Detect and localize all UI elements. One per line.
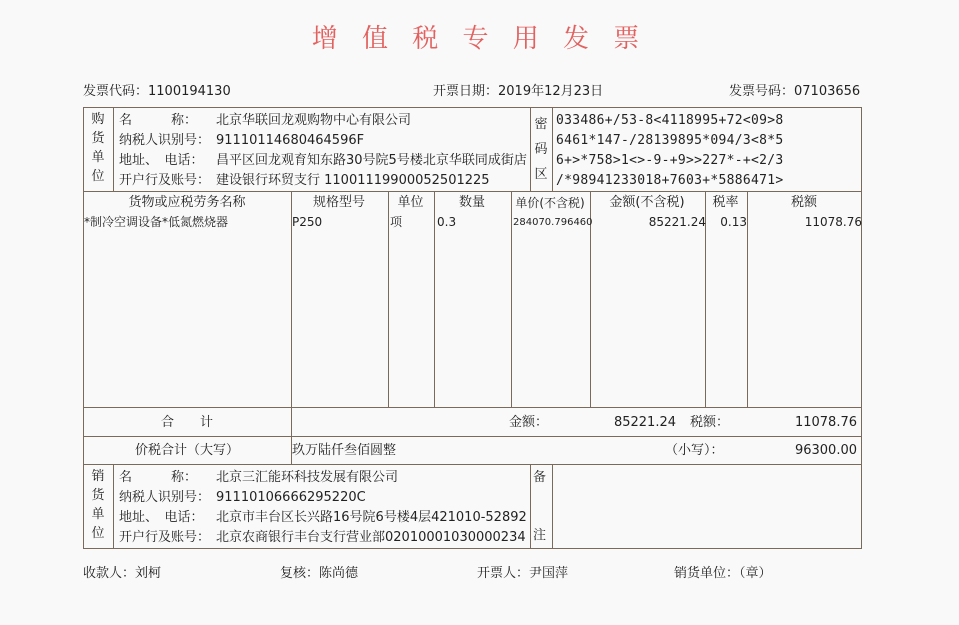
totals-tax-label: 税额：	[690, 415, 730, 430]
header-goods-name: 货物或应税劳务名称	[128, 195, 246, 210]
seller-side-char: 位	[91, 526, 105, 541]
totals-amount-label: 金额：	[509, 415, 549, 430]
footer-seller-seal: 销货单位：（章）	[674, 566, 772, 581]
buyer-tax-id: 91110114680464596F	[216, 133, 365, 148]
footer-drawer: 开票人：尹国萍	[477, 566, 569, 581]
divider	[291, 191, 292, 464]
grand-total-small-label: （小写）：	[665, 443, 724, 458]
seller-side-char: 单	[91, 507, 105, 522]
header-qty: 数量	[458, 195, 485, 210]
seller-tax-id: 91110106666295220C	[216, 490, 366, 505]
grand-total-label: 价税合计（大写）	[134, 443, 239, 458]
divider	[552, 464, 553, 548]
buyer-bank-label: 开户行及账号：	[119, 173, 211, 188]
cipher-line: 033486+/53-8<4118995+72<09>8	[556, 113, 784, 128]
item-amount: 85221.24	[648, 215, 706, 229]
totals-tax: 11078.76	[794, 415, 857, 430]
divider	[84, 464, 861, 465]
item-spec: P250	[292, 215, 323, 229]
divider	[113, 108, 114, 191]
seller-bank: 北京农商银行丰台支行营业部02010001030000234	[216, 530, 526, 545]
buyer-name-label: 名 称：	[119, 113, 198, 128]
divider	[530, 464, 531, 548]
divider	[84, 191, 861, 192]
item-qty: 0.3	[437, 215, 457, 229]
item-name: *制冷空调设备*低氮燃烧器	[84, 215, 229, 229]
divider	[84, 436, 861, 437]
cipher-line: 6461*147-/28139895*094/3<8*5	[556, 133, 784, 148]
header-unit-price: 单价(不含税)	[515, 196, 585, 210]
cipher-side-char: 码	[534, 142, 548, 157]
seller-address-label: 地址、 电话：	[119, 510, 204, 525]
seller-bank-label: 开户行及账号：	[119, 530, 211, 545]
buyer-name: 北京华联回龙观购物中心有限公司	[216, 113, 412, 128]
divider	[434, 191, 435, 407]
seller-side-char: 销	[91, 469, 105, 484]
remark-label-top: 备	[533, 470, 547, 485]
invoice-date: 开票日期：2019年12月23日	[433, 84, 604, 99]
grand-total-small: 96300.00	[794, 443, 857, 458]
divider	[552, 108, 553, 191]
item-unit: 项	[390, 215, 403, 229]
grand-total-words: 玖万陆仟叁佰圆整	[292, 443, 397, 458]
buyer-address-label: 地址、 电话：	[119, 153, 204, 168]
seller-side-char: 货	[91, 488, 105, 503]
cipher-side-char: 区	[534, 167, 548, 182]
cipher-side-char: 密	[534, 117, 548, 132]
buyer-address: 昌平区回龙观育知东路30号院5号楼北京华联同成街店	[216, 153, 527, 168]
header-unit: 单位	[397, 195, 424, 210]
item-tax-rate: 0.13	[720, 215, 747, 229]
buyer-bank: 建设银行环贸支行 11001119900052501225	[216, 173, 490, 188]
header-tax-amount: 税额	[790, 195, 817, 210]
cipher-side-label	[530, 112, 552, 187]
buyer-side-char: 位	[91, 169, 105, 184]
buyer-side-char: 单	[91, 150, 105, 165]
invoice-title: 增 值 税 专 用 发 票	[311, 24, 648, 54]
buyer-side-char: 购	[91, 112, 105, 127]
seller-address: 北京市丰台区长兴路16号院6号楼4层421010-52892	[216, 510, 527, 525]
seller-side-label	[87, 467, 109, 543]
divider	[113, 464, 114, 548]
header-spec: 规格型号	[312, 195, 365, 210]
header-tax-rate: 税率	[712, 195, 739, 210]
divider	[511, 191, 512, 407]
buyer-tax-id-label: 纳税人识别号：	[119, 133, 211, 148]
cipher-line: /*98941233018+7603+*5886471>	[556, 173, 784, 188]
seller-tax-id-label: 纳税人识别号：	[119, 490, 211, 505]
item-unit-price: 284070.796460	[513, 217, 593, 228]
invoice-number: 发票号码：07103656	[729, 84, 861, 99]
buyer-side-char: 货	[91, 131, 105, 146]
item-tax-amount: 11078.76	[804, 215, 862, 229]
buyer-side-label	[87, 110, 109, 186]
footer-payee: 收款人：刘柯	[83, 566, 162, 581]
cipher-line: 6+>*758>1<>-9-+9>>227*-+<2/3	[556, 153, 784, 168]
divider	[388, 191, 389, 407]
seller-name-label: 名 称：	[119, 470, 198, 485]
totals-label: 合 计	[160, 415, 213, 430]
remark-label-bottom: 注	[533, 528, 547, 543]
totals-amount: 85221.24	[613, 415, 676, 430]
seller-name: 北京三汇能环科技发展有限公司	[216, 470, 399, 485]
divider	[84, 407, 861, 408]
footer-reviewer: 复核：陈尚德	[280, 566, 359, 581]
header-amount: 金额(不含税)	[609, 195, 685, 210]
invoice-code: 发票代码：1100194130	[83, 84, 231, 99]
